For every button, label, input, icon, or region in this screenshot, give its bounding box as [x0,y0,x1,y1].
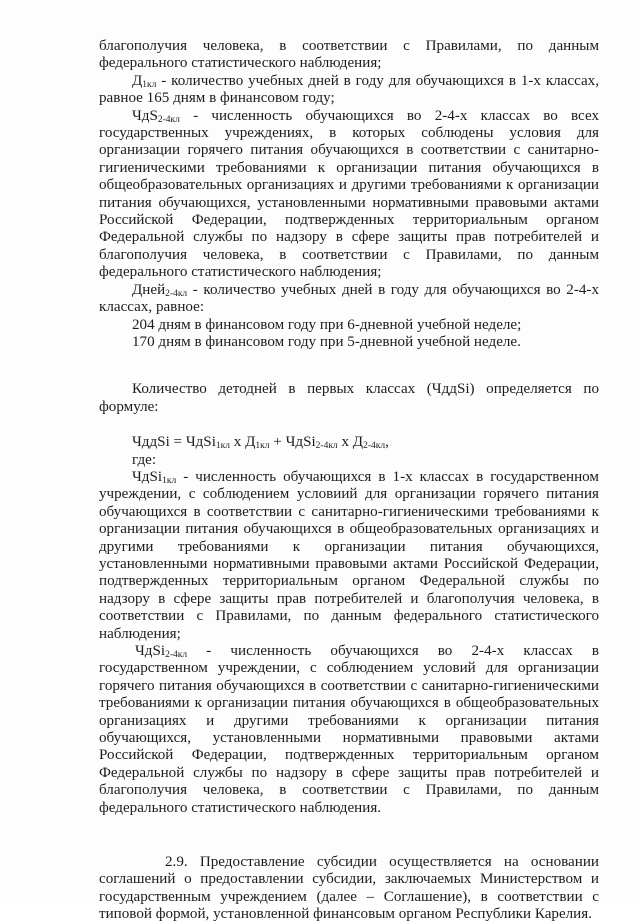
definition-text: - количество учебных дней в году для обучающихся во 2-4-х классах, равное: [99,281,599,316]
paragraph-continuation: благополучия человека, в соответствии с Правилами, по данным федерального статистического наблюдения; [99,38,599,72]
symbol-subscript: 1кл [162,475,177,486]
definition-chdsi-2-4kl [99,643,599,817]
definition-chdsi-1kl [99,469,599,643]
symbol: ЧдS [132,107,158,124]
symbol-subscript: 2-4кл [165,650,188,660]
definition-d1kl [99,73,599,108]
document-body [99,38,599,924]
symbol-subscript: 1кл [142,79,157,90]
definition-chds-2-4kl [99,108,599,282]
definition-text: - численность обучающихся в 1-х классах в государственном учреждении, с соблюдением условиий для организации горячего питания обучающихся в соответствии с санитарно-гигиеническими требованиями к организации питания обучающихся в общеобразовательных организациях и другими требованиями к организации питания обучающихся, установленными нормативными правовыми актами Российской Федерации, подтвержденных территориальным органом Федеральной службы по надзору в сфере защиты прав потребителей и благополучия человека, в соответствии с Правилами, по данным федерального статистического наблюдения; [99,468,599,642]
symbol-subscript: 2-4кл [157,114,180,125]
clause-2-9 [99,854,599,924]
where-label: где: [132,451,157,468]
formula-subscript: 1кл [215,441,231,452]
formula-intro: Количество детодней в первых классах (ЧддSi) определяется по формуле: [99,381,599,415]
formula-subscript: 2-4кл [315,441,338,452]
days-option-5day: 170 дням в финансовом году при 5-дневной учебной неделе. [132,333,521,350]
formula-part: x Д [337,434,364,451]
symbol: Д [132,72,143,89]
symbol: ЧдSi [132,468,163,485]
definition-text: - количество учебных дней в году для обучающихся в 1-х классах, равное 165 дням в финансовом году; [99,72,599,107]
formula-part: + ЧдSi [269,434,316,451]
clause-text: Предоставление субсидии осуществляется на основании соглашений о предоставлении субсидии, заключаемых Министерством и государственным учреждением (далее – Соглашение), в соответствии с типовой формой, установленной финансовым органом Республики Карелия. [99,854,599,923]
symbol-subscript: 2-4кл [165,288,188,299]
symbol: ЧдSi [135,643,166,659]
formula-part: , [385,434,389,451]
formula [99,434,599,451]
days-option-6day: 204 дням в финансовом году при 6-дневной учебной неделе; [132,316,522,333]
formula-part: ЧддSi = ЧдSi [132,434,216,451]
definition-days-2-4kl [99,282,599,317]
symbol: Дней [132,281,166,298]
formula-part: x Д [230,434,256,451]
formula-subscript: 2-4кл [363,441,386,452]
clause-number: 2.9. [165,854,188,871]
formula-subscript: 1кл [255,441,270,452]
definition-text: - численность обучающихся во 2-4-х классах в государственном учреждении, с соблюдением условий для организации горячего питания обучающихся в соответствии с санитарно-гигиеническими требованиями к организации питания обучающихся в общеобразовательных организациях и другими требованиями к организации питания обучающихся, установленными нормативными правовыми актами Российской Федерации, подтвержденных территориальным органом Федеральной службы по надзору в сфере защиты прав потребителей и благополучия человека, в соответствии с Правилами, по данным федерального статистического наблюдения. [99,643,599,816]
definition-text: - численность обучающихся во 2-4-х классах во всех государственных учреждениях, в которых соблюдены условия для организации горячего питания обучающихся в соответствии с санитарно-гигиеническими требованиями к организации питания обучающихся в общеобразовательных организациях и другими требованиями к организации питания обучающихся, установленными нормативными правовыми актами Российской Федерации, подтвержденных территориальным органом Федеральной службы по надзору в сфере защиты прав потребителей и благополучия человека, в соответствии с Правилами, по данным федерального статистического наблюдения; [99,107,599,281]
